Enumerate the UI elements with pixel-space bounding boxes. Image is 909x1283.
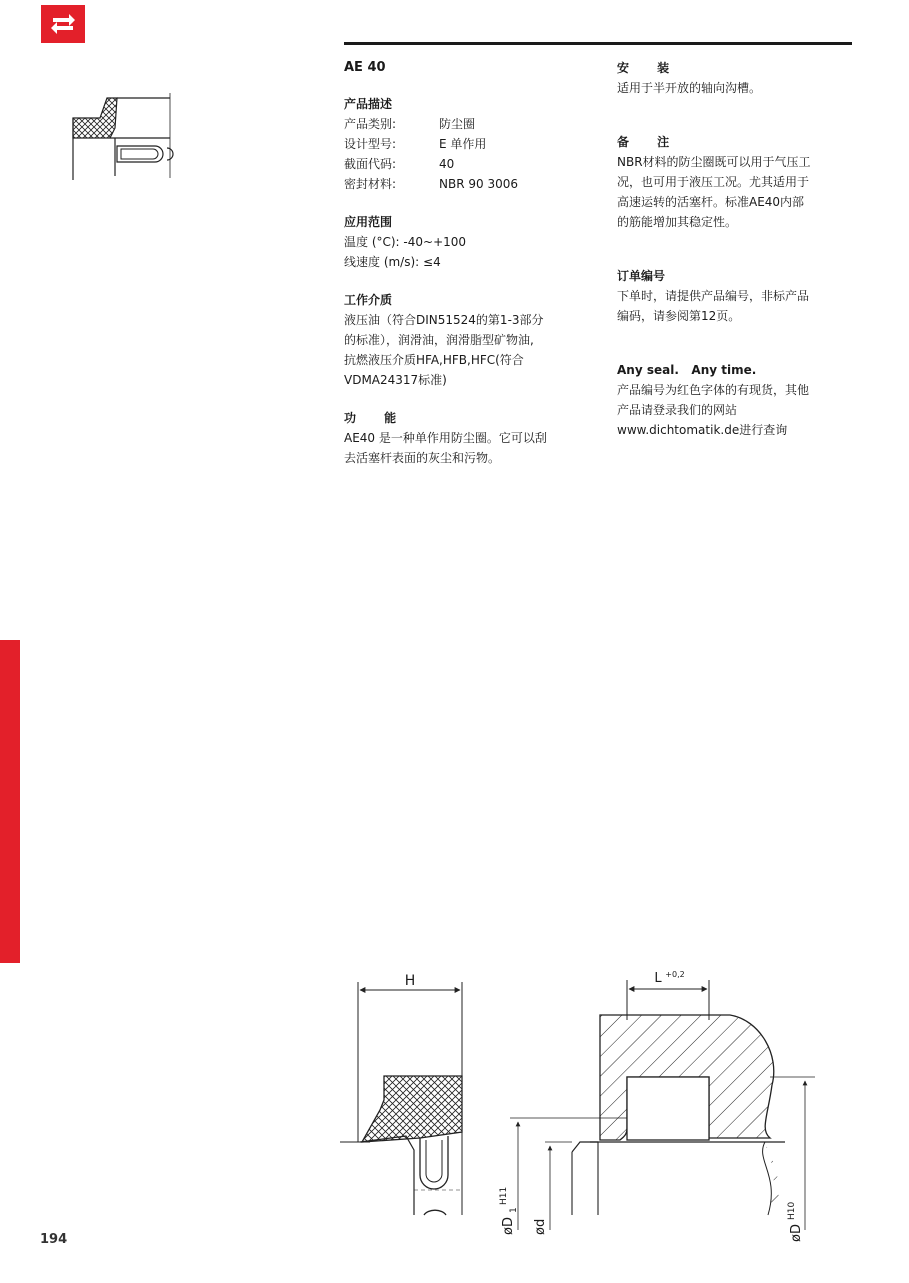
- double-arrow-icon: [41, 5, 85, 43]
- brand-logo: [41, 5, 85, 43]
- notes-line: 况，也可用于液压工况。尤其适用于: [617, 175, 810, 189]
- notes-line: 高速运转的活塞杆。标准AE40内部: [617, 195, 805, 209]
- dim-label-L: L: [654, 971, 662, 986]
- dim-label-d: ød: [533, 1218, 548, 1235]
- page-number: 194: [40, 1232, 68, 1247]
- installation-line: 适用于半开放的轴向沟槽。: [617, 81, 762, 95]
- dim-label-D: øD: [789, 1224, 804, 1242]
- slogan-heading: Any seal. Any time.: [617, 363, 757, 377]
- application-heading: 应用范围: [344, 215, 393, 229]
- section-tab-marker: [0, 640, 20, 963]
- seal-thumbnail: [55, 88, 180, 187]
- description-row: 密封材料: NBR 90 3006: [344, 177, 518, 191]
- description-row: 设计型号: E 单作用: [344, 137, 487, 151]
- installation-heading: 安 装: [617, 61, 682, 75]
- dim-label-L-tolerance: +0,2: [665, 970, 685, 979]
- dim-label-D1: øD: [501, 1217, 516, 1235]
- media-line: 的标准），润滑油，润滑脂型矿物油,: [344, 333, 534, 347]
- product-code: AE 40: [344, 60, 386, 75]
- dim-label-D-tolerance: H10: [787, 1201, 797, 1220]
- website-link[interactable]: www.dichtomatik.de进行查询: [617, 423, 788, 437]
- media-line: 抗燃液压介质HFA,HFB,HFC(符合: [344, 353, 524, 367]
- media-line: VDMA24317标准): [344, 373, 447, 387]
- dim-label-H: H: [404, 973, 416, 989]
- media-line: 液压油（符合DIN51524的第1-3部分: [344, 313, 544, 327]
- slogan-line: 产品编号为红色字体的有现货，其他: [617, 383, 810, 397]
- description-row: 截面代码: 40: [344, 157, 455, 171]
- application-line: 线速度 (m/s): ≤4: [344, 255, 441, 269]
- notes-heading: 备 注: [617, 135, 682, 149]
- notes-line: 的筋能增加其稳定性。: [617, 215, 738, 229]
- function-heading: 功 能: [344, 411, 409, 425]
- ordering-line: 编码，请参阅第12页。: [617, 309, 741, 323]
- media-heading: 工作介质: [344, 293, 393, 307]
- left-column: [344, 58, 576, 468]
- description-row: 产品类别: 防尘圈: [344, 117, 476, 131]
- header-rule: [344, 42, 852, 45]
- technical-drawing: [340, 960, 820, 1254]
- ordering-heading: 订单编号: [617, 269, 666, 283]
- right-column: [617, 58, 839, 440]
- ordering-line: 下单时，请提供产品编号，非标产品: [617, 289, 810, 303]
- application-line: 温度 (°C): -40~+100: [344, 235, 467, 249]
- dim-label-D1-sub: 1: [509, 1207, 519, 1213]
- dim-label-D1-tolerance: H11: [499, 1186, 509, 1205]
- notes-line: NBR材料的防尘圈既可以用于气压工: [617, 155, 811, 169]
- description-heading: 产品描述: [344, 97, 393, 111]
- function-line: 去活塞杆表面的灰尘和污物。: [344, 451, 501, 465]
- slogan-line: 产品请登录我们的网站: [617, 403, 738, 417]
- function-line: AE40 是一种单作用防尘圈。它可以刮: [344, 431, 547, 445]
